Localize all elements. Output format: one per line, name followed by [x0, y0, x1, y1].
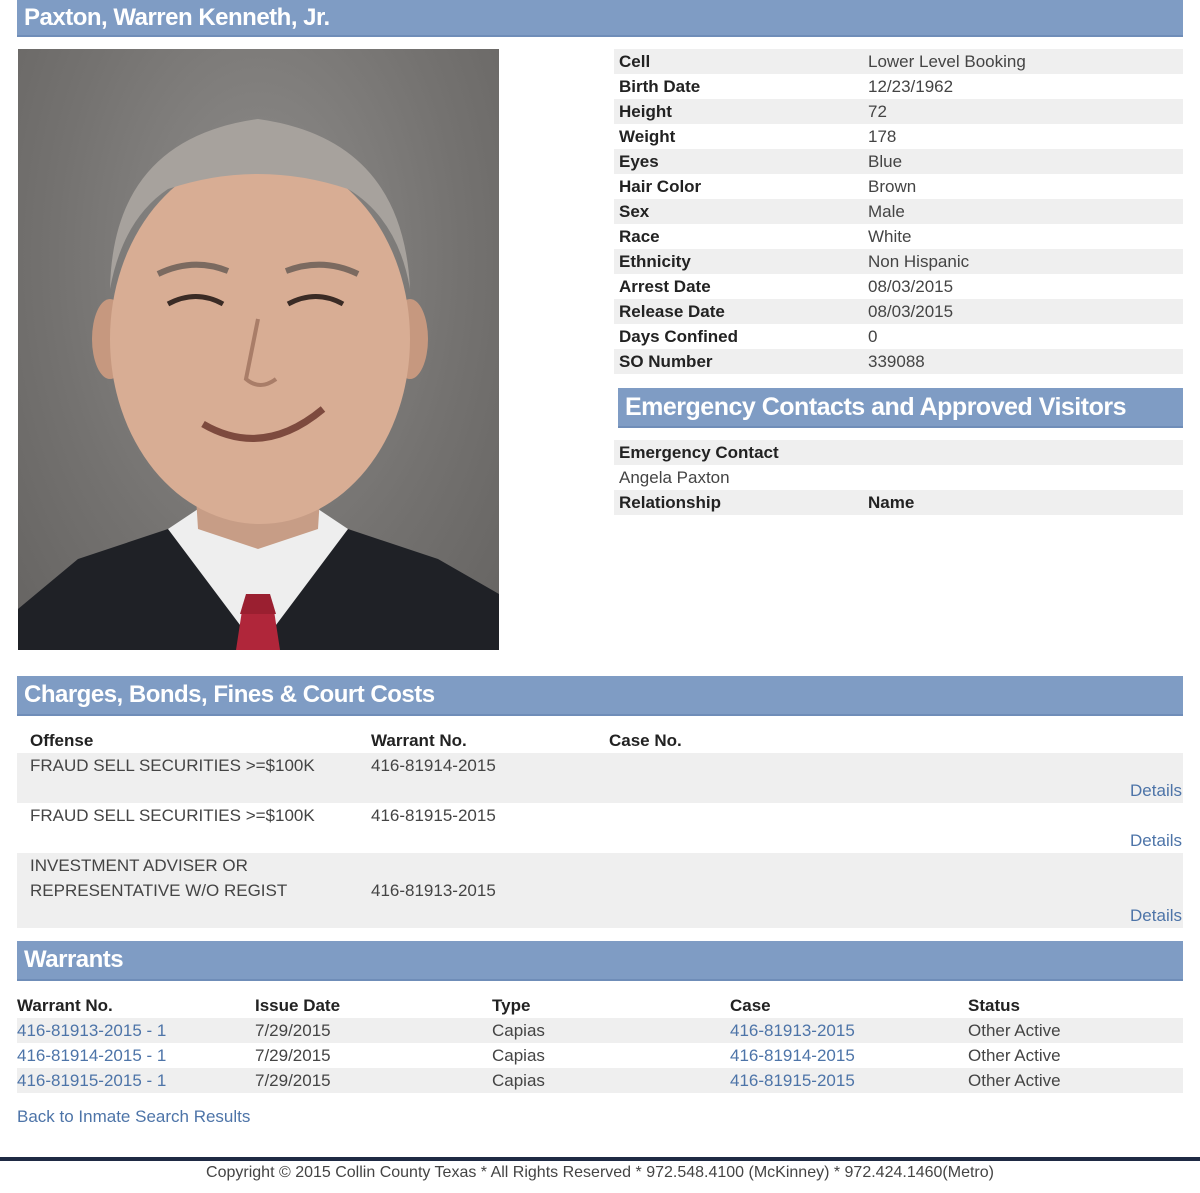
- detail-label: Hair Color: [619, 176, 702, 196]
- warrants-title: Warrants: [24, 946, 124, 973]
- emergency-contacts-title: Emergency Contacts and Approved Visitors: [625, 392, 1126, 421]
- warrants-column-header: Warrant No.: [17, 995, 113, 1015]
- detail-label: Arrest Date: [619, 276, 711, 296]
- detail-value: 72: [868, 101, 887, 121]
- detail-label: Race: [619, 226, 660, 246]
- warrants-column-header: Type: [492, 995, 531, 1015]
- detail-value: Male: [868, 201, 905, 221]
- warrant-row: [17, 1068, 1183, 1093]
- charge-line: [17, 853, 1183, 878]
- charges-title: Charges, Bonds, Fines & Court Costs: [24, 681, 435, 708]
- warrants-table: [17, 993, 1183, 1093]
- booking-photo-image: [18, 49, 499, 650]
- detail-label: SO Number: [619, 351, 713, 371]
- charge-offense: FRAUD SELL SECURITIES >=$100K: [30, 805, 315, 825]
- charges-column-header: Case No.: [609, 730, 682, 750]
- warrant-status: Other Active: [968, 1070, 1061, 1090]
- warrant-number-link[interactable]: 416-81913-2015 - 1: [17, 1020, 167, 1040]
- warrant-case-link[interactable]: 416-81914-2015: [730, 1045, 855, 1065]
- footer-copyright: Copyright © 2015 Collin County Texas * All Rights Reserved * 972.548.4100 (McKinney) * 972.424.1460(Metro): [206, 1164, 994, 1181]
- detail-value: 08/03/2015: [868, 301, 954, 321]
- warrant-number-link[interactable]: 416-81915-2015 - 1: [17, 1070, 167, 1090]
- emergency-contact-name-row: [614, 465, 1183, 490]
- detail-value: Non Hispanic: [868, 251, 970, 271]
- detail-label: Height: [619, 101, 672, 121]
- detail-row: [614, 249, 1183, 274]
- detail-row: [614, 324, 1183, 349]
- warrants-column-header: Case: [730, 995, 771, 1015]
- warrants-header: [17, 941, 1183, 981]
- charge-line: [17, 753, 1183, 778]
- charge-warrant-no: 416-81915-2015: [371, 805, 496, 825]
- detail-value: 08/03/2015: [868, 276, 954, 296]
- charge-offense: FRAUD SELL SECURITIES >=$100K: [30, 755, 315, 775]
- inmate-details: [614, 49, 1183, 374]
- warrant-row: [17, 1018, 1183, 1043]
- warrant-case-link[interactable]: 416-81913-2015: [730, 1020, 855, 1040]
- charge-row: [17, 853, 1183, 928]
- emergency-contact-label: Emergency Contact: [619, 442, 779, 462]
- warrant-type: Capias: [492, 1045, 545, 1065]
- warrant-type: Capias: [492, 1020, 545, 1040]
- detail-value: Blue: [868, 151, 903, 171]
- detail-row: [614, 224, 1183, 249]
- detail-label: Days Confined: [619, 326, 739, 346]
- warrant-issue-date: 7/29/2015: [255, 1020, 331, 1040]
- detail-row: [614, 174, 1183, 199]
- detail-row: [614, 99, 1183, 124]
- footer-divider: [0, 1157, 1200, 1161]
- detail-row: [614, 299, 1183, 324]
- back-to-search-link[interactable]: Back to Inmate Search Results: [17, 1107, 251, 1126]
- charge-details-link[interactable]: Details: [1130, 781, 1182, 800]
- detail-label: Eyes: [619, 151, 659, 171]
- inmate-name: Paxton, Warren Kenneth, Jr.: [24, 3, 330, 31]
- name-label: Name: [868, 492, 915, 512]
- detail-value: 178: [868, 126, 897, 146]
- detail-row: [614, 124, 1183, 149]
- relationship-label: Relationship: [619, 492, 722, 512]
- detail-value: 12/23/1962: [868, 76, 954, 96]
- detail-row: [614, 199, 1183, 224]
- warrant-issue-date: 7/29/2015: [255, 1070, 331, 1090]
- detail-value: Lower Level Booking: [868, 51, 1026, 71]
- emergency-contact-label-row: [614, 440, 1183, 465]
- detail-row: [614, 49, 1183, 74]
- detail-label: Release Date: [619, 301, 725, 321]
- charge-details-link[interactable]: Details: [1130, 906, 1182, 925]
- warrant-row: [17, 1043, 1183, 1068]
- warrants-column-header: Issue Date: [255, 995, 341, 1015]
- warrant-status: Other Active: [968, 1020, 1061, 1040]
- charge-offense: REPRESENTATIVE W/O REGIST: [30, 880, 288, 900]
- inmate-name-header: [17, 0, 1183, 37]
- detail-row: [614, 74, 1183, 99]
- charges-table: [17, 728, 1183, 928]
- detail-row: [614, 149, 1183, 174]
- charge-details-link[interactable]: Details: [1130, 831, 1182, 850]
- emergency-contacts-header: [618, 388, 1183, 428]
- charge-warrant-no: 416-81913-2015: [371, 880, 496, 900]
- detail-value: 339088: [868, 351, 925, 371]
- charge-warrant-no: 416-81914-2015: [371, 755, 496, 775]
- emergency-contact-name: Angela Paxton: [619, 467, 730, 487]
- detail-label: Cell: [619, 51, 651, 71]
- warrant-status: Other Active: [968, 1045, 1061, 1065]
- charges-column-header: Offense: [30, 730, 94, 750]
- detail-row: [614, 274, 1183, 299]
- emergency-contact-columns: [614, 490, 1183, 515]
- charge-line: [17, 803, 1183, 828]
- charge-row: [17, 753, 1183, 803]
- emergency-contacts: [614, 440, 1183, 515]
- detail-value: White: [868, 226, 912, 246]
- warrant-issue-date: 7/29/2015: [255, 1045, 331, 1065]
- charge-line: [17, 878, 1183, 903]
- detail-value: Brown: [868, 176, 917, 196]
- detail-label: Sex: [619, 201, 650, 221]
- detail-value: 0: [868, 326, 878, 346]
- warrants-header-row: [17, 993, 1183, 1018]
- warrants-column-header: Status: [968, 995, 1020, 1015]
- charges-column-header: Warrant No.: [371, 730, 467, 750]
- charges-header-row: [17, 728, 1183, 753]
- charge-offense: INVESTMENT ADVISER OR: [30, 855, 248, 875]
- detail-label: Weight: [619, 126, 676, 146]
- charges-header: [17, 676, 1183, 716]
- warrant-case-link[interactable]: 416-81915-2015: [730, 1070, 855, 1090]
- warrant-type: Capias: [492, 1070, 545, 1090]
- detail-label: Birth Date: [619, 76, 701, 96]
- booking-photo: [18, 49, 499, 650]
- warrant-number-link[interactable]: 416-81914-2015 - 1: [17, 1045, 167, 1065]
- detail-label: Ethnicity: [619, 251, 691, 271]
- charge-row: [17, 803, 1183, 853]
- detail-row: [614, 349, 1183, 374]
